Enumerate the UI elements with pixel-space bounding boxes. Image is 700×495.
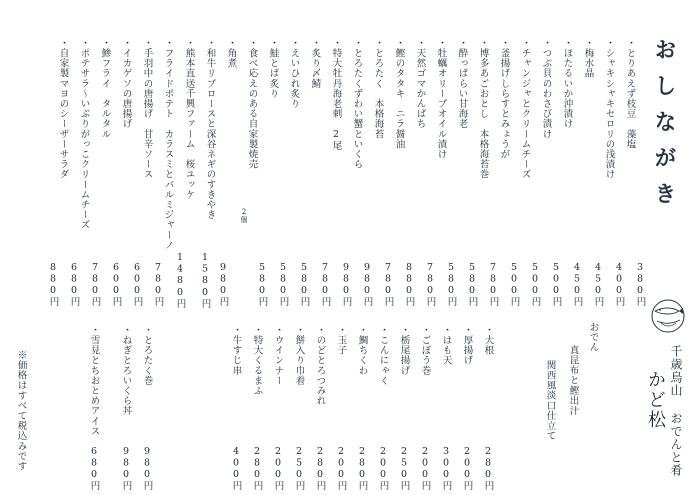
menu-item-name: ・とりあえず枝豆 藻塩 xyxy=(624,38,636,150)
oden-item-price: 200円 xyxy=(377,446,389,491)
menu-item-price: 980円 xyxy=(217,262,229,307)
oden-item-price: 250円 xyxy=(293,446,305,491)
shumai-quantity: 2個 xyxy=(240,208,248,223)
extra-item-name: ・雪見とちおとめアイス xyxy=(88,325,100,437)
menu-item-price: 400円 xyxy=(613,262,625,307)
menu-item-name: ・釜揚げしらすとみょうが xyxy=(498,38,510,160)
oden-item-name: ・厚揚げ xyxy=(461,325,473,366)
menu-item-price: 500円 xyxy=(529,262,541,307)
menu-item-price: 580円 xyxy=(466,262,478,307)
menu-item-price: 1480円 xyxy=(174,252,186,309)
oden-item-price: 200円 xyxy=(419,446,431,491)
menu-item-price: 380円 xyxy=(634,262,646,307)
oden-heading: おでん xyxy=(587,322,599,353)
oden-item-price: 280円 xyxy=(482,446,494,491)
menu-item-name: ・シャキシャキセロリの浅漬け xyxy=(603,38,615,180)
menu-item-name: ・とろたく 本格海苔 xyxy=(372,38,384,139)
menu-item-name: ・天然ゴマかんぱち xyxy=(414,38,426,129)
menu-item-price: 780円 xyxy=(424,262,436,307)
menu-item-price: 980円 xyxy=(340,262,352,307)
menu-item-name: ・博多あごおとし 本格海苔巻 xyxy=(477,38,489,180)
menu-item-price: 780円 xyxy=(89,262,101,307)
fish-logo-icon xyxy=(648,296,688,336)
menu-item-price: 780円 xyxy=(152,262,164,307)
menu-item-name: ・えいひれ炙り xyxy=(288,38,300,109)
oden-item-price: 280円 xyxy=(314,446,326,491)
menu-item-name: ・鰹のタタキ ニラ醤油 xyxy=(393,38,405,150)
extra-item-price: 980円 xyxy=(141,446,153,491)
oden-item-price: 200円 xyxy=(272,446,284,491)
menu-item-name: ・炙り〆鯖 xyxy=(309,38,321,89)
tax-note: ※価格はすべて税込みです xyxy=(15,350,27,472)
menu-item-price: 880円 xyxy=(403,262,415,307)
menu-item-name: ・鮭とば炙り xyxy=(267,38,279,99)
oden-item-name: ・ごぼう巻 xyxy=(419,325,431,376)
oden-item-name: ・こんにゃく xyxy=(377,325,389,386)
menu-item-price: 500円 xyxy=(550,262,562,307)
oden-item-name: ・牛すじ串 xyxy=(230,325,242,376)
oden-item-price: 300円 xyxy=(440,446,452,491)
menu-item-name: ・梅水晶 xyxy=(582,38,594,79)
oden-description: 関西風淡口仕立て xyxy=(544,360,556,441)
oden-item-price: 200円 xyxy=(461,446,473,491)
menu-item-name: ・ほたるいか沖漬け xyxy=(561,38,573,129)
menu-item-price: 600円 xyxy=(131,262,143,307)
oden-item-price: 280円 xyxy=(251,446,263,491)
menu-item-price: 880円 xyxy=(47,262,59,307)
menu-item-price: 580円 xyxy=(445,262,457,307)
menu-item-price: 980円 xyxy=(361,262,373,307)
extra-item-name: ・ねぎとろいくら丼 xyxy=(120,325,132,416)
menu-item-name: ・手羽中の唐揚げ 甘辛ソース xyxy=(141,38,153,180)
menu-item-name: ・フライドポテト カラスミとパルミジャーノ xyxy=(162,38,174,251)
menu-item-name: ・つぶ貝のわさび漬け xyxy=(540,38,552,139)
oden-item-price: 280円 xyxy=(356,446,368,491)
menu-item-price: 580円 xyxy=(256,262,268,307)
menu-item-name: ・チャンジャとクリームチーズ xyxy=(519,38,531,180)
extra-item-price: 680円 xyxy=(88,446,100,491)
menu-item-name: ・とろたくずわい蟹といくら xyxy=(351,38,363,170)
extra-item-price: 980円 xyxy=(120,446,132,491)
menu-item-price: 600円 xyxy=(110,262,122,307)
menu-item-name: ・鯵フライ タルタル xyxy=(99,38,111,139)
oden-item-price: 200円 xyxy=(335,446,347,491)
menu-item-name: ・イカゲソの唐揚げ xyxy=(120,38,132,129)
oden-item-name: ・玉子 xyxy=(335,325,347,356)
oden-item-name: ・鯛ちくわ xyxy=(356,325,368,376)
menu-item-price: 580円 xyxy=(277,262,289,307)
oden-item-price: 400円 xyxy=(230,446,242,491)
oden-item-name: ・大根 xyxy=(482,325,494,356)
menu-item-price: 680円 xyxy=(68,262,80,307)
menu-item-price: 450円 xyxy=(571,262,583,307)
menu-item-price: 780円 xyxy=(382,262,394,307)
extra-item-name: ・とろたく巻 xyxy=(141,325,153,386)
oden-description: 真昆布と鰹出汁 xyxy=(567,345,579,416)
menu-item-name: ・自家製マヨのシーザーサラダ xyxy=(57,38,69,180)
menu-title: おしながき xyxy=(651,38,677,218)
oden-item-name: ・ウインナー xyxy=(272,325,284,386)
menu-item-name: ・角煮 xyxy=(225,38,237,69)
oden-item-name: ・餅入り巾着 xyxy=(293,325,305,386)
menu-item-price: 780円 xyxy=(319,262,331,307)
menu-item-price: 1580円 xyxy=(199,252,211,309)
menu-item-name: ・ポテサラ～いぶりがっこクリームチーズ xyxy=(78,38,90,230)
oden-item-name: ・栃尾揚げ xyxy=(398,325,410,376)
oden-item-name: ・特大くるまふ xyxy=(251,325,263,396)
oden-item-price: 250円 xyxy=(398,446,410,491)
menu-item-price: 780円 xyxy=(487,262,499,307)
menu-item-price: 580円 xyxy=(298,262,310,307)
menu-item-price: 500円 xyxy=(508,262,520,307)
oden-item-name: ・のどとろつみれ xyxy=(314,325,326,406)
menu-item-name: ・熊本直送千興ファーム 桜ユッケ xyxy=(183,38,195,200)
oden-item-name: ・はも天 xyxy=(440,325,452,366)
menu-item-name: ・特大牡丹海老刺 2尾 xyxy=(330,38,342,151)
menu-item-name: ・酔っぱらい甘海老 xyxy=(456,38,468,129)
menu-item-name: ・牡蠣オリーブオイル漬け xyxy=(435,38,447,160)
menu-item-name: ・和牛リブロースと深谷ネギのすきやき xyxy=(204,38,216,220)
store-name: かど松 xyxy=(645,370,666,430)
menu-item-name: ・食べ応えのある自家製焼売 xyxy=(246,38,258,170)
menu-item-price: 450円 xyxy=(592,262,604,307)
store-subtitle: 千歳烏山 おでんと肴 xyxy=(669,345,683,477)
